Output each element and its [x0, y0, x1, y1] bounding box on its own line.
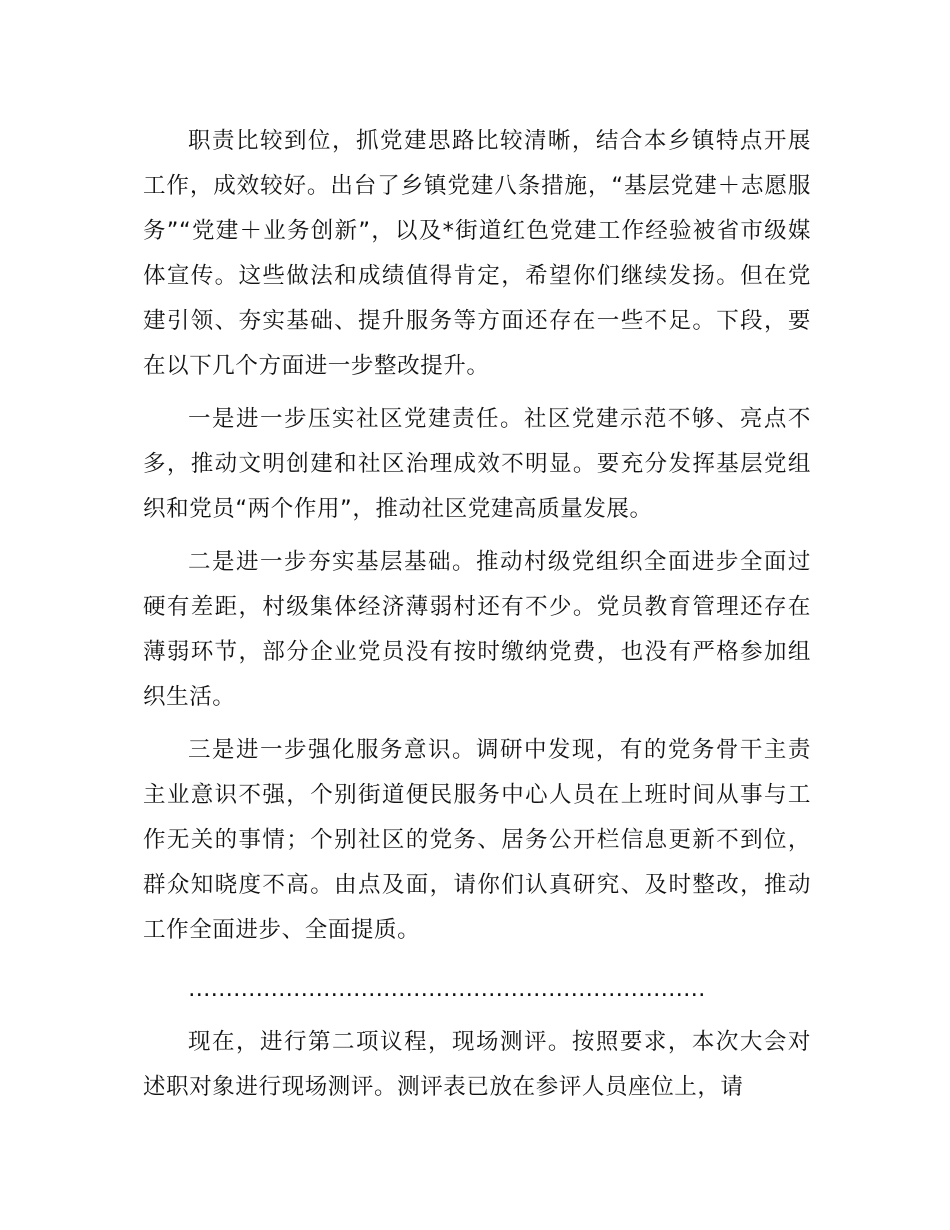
paragraph-point-three: 三是进一步强化服务意识。调研中发现，有的党务骨干主责主业意识不强，个别街道便民服务中心人员在上班时间从事与工作无关的事情；个别社区的党务、居务公开栏信息更新不到位，群众知晓度不高。由点及面，请你们认真研究、及时整改，推动工作全面进步、全面提质。 [143, 737, 811, 943]
paragraph-point-one: 一是进一步压实社区党建责任。社区党建示范不够、亮点不多，推动文明创建和社区治理成效不明显。要充分发挥基层党组织和党员“两个作用”，推动社区党建高质量发展。 [143, 406, 811, 522]
paragraph-closing: 现在，进行第二项议程，现场测评。按照要求，本次大会对述职对象进行现场测评。测评表已放在参评人员座位上，请 [143, 1029, 811, 1100]
document-body [143, 119, 811, 1110]
separator-dots: …………………………………………………………… [188, 976, 706, 1002]
paragraph-intro: 职责比较到位，抓党建思路比较清晰，结合本乡镇特点开展工作，成效较好。出台了乡镇党建八条措施，“基层党建＋志愿服务”“党建＋业务创新”，以及*街道红色党建工作经验被省市级媒体宣传。这些做法和成绩值得肯定，希望你们继续发扬。但在党建引领、夯实基础、提升服务等方面还存在一些不足。下段，要在以下几个方面进一步整改提升。 [143, 128, 811, 379]
paragraph-point-two: 二是进一步夯实基层基础。推动村级党组织全面进步全面过硬有差距，村级集体经济薄弱村还有不少。党员教育管理还存在薄弱环节，部分企业党员没有按时缴纳党费，也没有严格参加组织生活。 [143, 549, 811, 710]
